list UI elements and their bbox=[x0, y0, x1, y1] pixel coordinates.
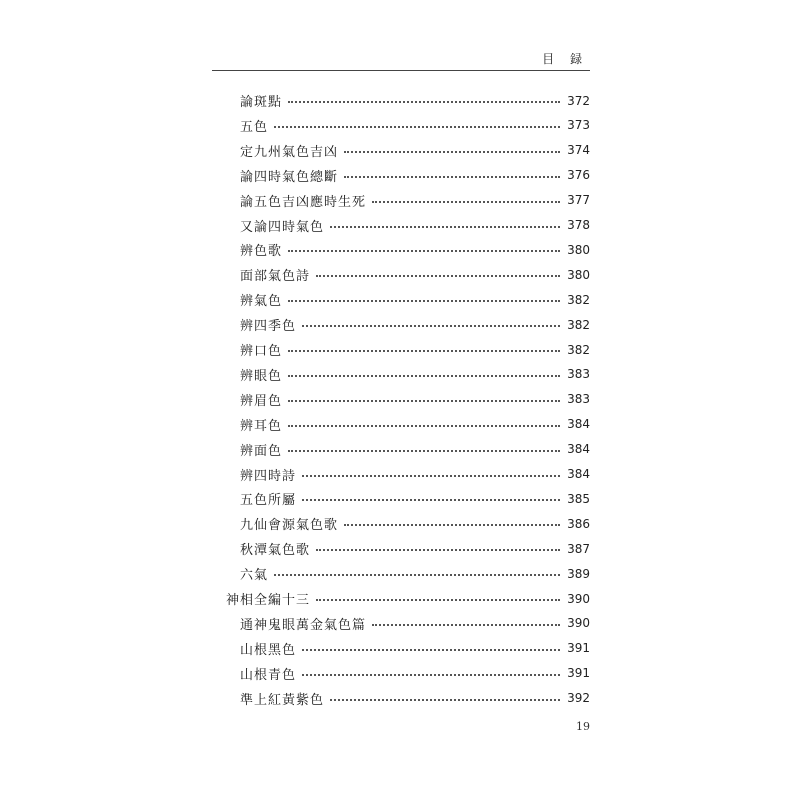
toc-entry-title: 辨色歌 bbox=[240, 244, 283, 260]
toc-entry bbox=[240, 437, 590, 462]
toc-entry bbox=[240, 262, 590, 287]
toc-entry-title: 論斑點 bbox=[240, 95, 283, 110]
toc-entry-page: 392 bbox=[567, 691, 590, 706]
toc-entry bbox=[240, 138, 590, 163]
toc-entry-title: 辨眼色 bbox=[240, 368, 283, 384]
toc-entry bbox=[240, 412, 590, 437]
toc-entry-title: 面部氣色詩 bbox=[240, 269, 311, 285]
toc-entry-page: 384 bbox=[567, 417, 590, 432]
toc-entry bbox=[240, 312, 590, 337]
toc-entry-title: 論五色吉凶應時生死 bbox=[240, 194, 367, 210]
toc-entry-page: 382 bbox=[567, 317, 590, 332]
toc-entry bbox=[240, 661, 590, 686]
toc-entry-page: 374 bbox=[567, 143, 590, 158]
toc-entry-page: 386 bbox=[567, 516, 590, 531]
leader-dots bbox=[274, 125, 560, 128]
leader-dots bbox=[330, 225, 560, 228]
leader-dots bbox=[288, 249, 560, 252]
toc-entry-title: 山根青色 bbox=[240, 667, 297, 683]
leader-dots bbox=[288, 449, 560, 452]
toc-entry bbox=[240, 486, 590, 511]
leader-dots bbox=[302, 324, 560, 327]
toc-entry-page: 390 bbox=[567, 591, 590, 606]
toc-entry-page: 382 bbox=[567, 292, 590, 307]
running-head: 目 録 bbox=[542, 52, 588, 66]
toc-entry-page: 383 bbox=[567, 367, 590, 382]
toc-entry-title: 又論四時氣色 bbox=[240, 219, 325, 235]
toc-entry bbox=[240, 113, 590, 138]
toc-entry bbox=[240, 462, 590, 487]
page-number: 19 bbox=[576, 720, 590, 733]
leader-dots bbox=[302, 648, 560, 651]
toc-entry bbox=[240, 337, 590, 362]
leader-dots bbox=[372, 623, 560, 626]
toc-entry-title: 九仙會源氣色歌 bbox=[240, 518, 339, 534]
toc-entry bbox=[240, 536, 590, 561]
toc-entry-title: 五色所屬 bbox=[240, 493, 297, 509]
leader-dots bbox=[302, 673, 560, 676]
toc-entry-page: 387 bbox=[567, 541, 590, 556]
toc-entry bbox=[240, 287, 590, 312]
toc-entry-page: 376 bbox=[567, 168, 590, 183]
toc-entry bbox=[226, 586, 590, 611]
toc-entry-page: 389 bbox=[567, 566, 590, 581]
leader-dots bbox=[302, 498, 560, 501]
toc-entry-title: 五色 bbox=[240, 119, 269, 135]
leader-dots bbox=[344, 175, 560, 178]
leader-dots bbox=[302, 474, 560, 477]
toc-entry-page: 373 bbox=[567, 118, 590, 133]
leader-dots bbox=[274, 573, 560, 576]
toc-entry-title: 論四時氣色總斷 bbox=[240, 169, 339, 185]
toc-entry-title: 辨口色 bbox=[240, 344, 283, 359]
toc-entry-page: 377 bbox=[567, 193, 590, 208]
toc-entry bbox=[240, 163, 590, 188]
leader-dots bbox=[344, 150, 560, 153]
toc-entry-page: 384 bbox=[567, 467, 590, 481]
toc-entry-title: 辨耳色 bbox=[240, 418, 283, 434]
toc-entry-page: 380 bbox=[567, 242, 590, 257]
toc-entry-title: 六氣 bbox=[240, 568, 269, 584]
toc-entry bbox=[240, 686, 590, 711]
toc-entry bbox=[240, 88, 590, 113]
toc-entry-page: 391 bbox=[567, 666, 590, 681]
toc-entry-title: 辨四時詩 bbox=[240, 468, 297, 484]
leader-dots bbox=[288, 424, 560, 427]
leader-dots bbox=[330, 698, 560, 701]
toc-entry-page: 380 bbox=[567, 267, 590, 282]
toc-entry bbox=[240, 511, 590, 536]
toc-entry-page: 385 bbox=[567, 491, 590, 506]
toc-entry bbox=[240, 561, 590, 586]
leader-dots bbox=[288, 349, 560, 352]
leader-dots bbox=[316, 548, 560, 551]
toc-entry-title: 準上紅黃紫色 bbox=[240, 692, 325, 708]
toc-entry-page: 384 bbox=[567, 442, 590, 457]
header-rule bbox=[212, 70, 590, 71]
leader-dots bbox=[372, 200, 560, 203]
toc-entry bbox=[240, 213, 590, 238]
leader-dots bbox=[288, 299, 560, 302]
toc-entry bbox=[240, 188, 590, 213]
leader-dots bbox=[288, 374, 560, 377]
toc-entry-title: 秋潭氣色歌 bbox=[240, 543, 311, 559]
toc-entry-title: 山根黑色 bbox=[240, 642, 297, 658]
toc-entry-page: 390 bbox=[567, 616, 590, 631]
toc-entry-page: 383 bbox=[567, 392, 590, 407]
toc-entry-page: 372 bbox=[567, 93, 590, 108]
toc-entry-title: 辨眉色 bbox=[240, 393, 283, 409]
toc-entry-page: 391 bbox=[567, 641, 590, 656]
toc-entry-title: 通神鬼眼萬金氣色篇 bbox=[240, 617, 367, 633]
toc-entry bbox=[240, 387, 590, 412]
toc-entry-title: 定九州氣色吉凶 bbox=[240, 144, 339, 160]
toc-entry bbox=[240, 362, 590, 387]
toc-entry-title: 辨四季色 bbox=[240, 319, 297, 335]
leader-dots bbox=[316, 274, 560, 277]
toc-entry bbox=[240, 237, 590, 262]
toc-entry-page: 378 bbox=[567, 218, 590, 232]
leader-dots bbox=[344, 523, 560, 526]
toc-entry-page: 382 bbox=[567, 342, 590, 357]
leader-dots bbox=[288, 399, 560, 402]
leader-dots bbox=[288, 100, 560, 103]
toc-entry bbox=[240, 636, 590, 661]
toc-entry bbox=[240, 611, 590, 636]
toc-entry-title: 辨氣色 bbox=[240, 294, 283, 310]
leader-dots bbox=[316, 598, 560, 601]
toc-entry-title: 神相全編十三 bbox=[226, 593, 311, 608]
toc-entry-title: 辨面色 bbox=[240, 443, 283, 459]
